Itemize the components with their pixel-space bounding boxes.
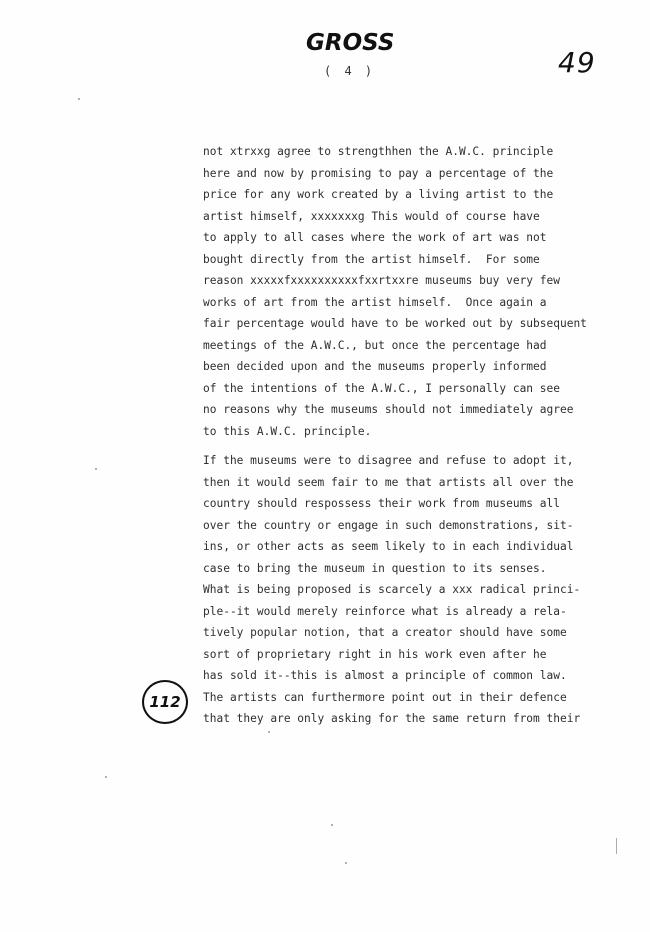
scan-speck bbox=[345, 862, 347, 864]
scan-speck bbox=[268, 731, 270, 733]
scan-speck bbox=[105, 776, 107, 778]
text-line: If the museums were to disagree and refuse to adopt it, bbox=[203, 454, 574, 467]
text-line: fair percentage would have to be worked out by subsequent bbox=[203, 317, 587, 330]
text-line: works of art from the artist himself. Once again a bbox=[203, 295, 547, 309]
text-line: tively popular notion, that a creator should have some bbox=[203, 626, 567, 639]
page-number: ( 4 ) bbox=[324, 64, 376, 78]
text-line: has sold it--this is almost a principle of common law. bbox=[203, 669, 567, 682]
text-line: ple--it would merely reinforce what is already a rela- bbox=[203, 604, 567, 618]
text-line: artist himself, xxxxxxxg This would of course have bbox=[203, 209, 540, 223]
text-line: bought directly from the artist himself. For some bbox=[203, 252, 540, 266]
text-line: no reasons why the museums should not immediately agree bbox=[203, 403, 574, 416]
text-line: reason xxxxxfxxxxxxxxxxfxxrtxxre museums buy very few bbox=[203, 274, 560, 287]
text-line: been decided upon and the museums properly informed bbox=[203, 360, 547, 373]
scan-speck bbox=[331, 824, 333, 826]
scan-speck bbox=[78, 98, 80, 100]
text-line: not xtrxxg agree to strengthhen the A.W.C. principle bbox=[203, 145, 554, 158]
text-line: The artists can furthermore point out in their defence bbox=[203, 690, 567, 704]
circled-handwritten-note: 112 bbox=[142, 680, 188, 724]
scan-mark bbox=[616, 838, 617, 854]
text-line: then it would seem fair to me that artists all over the bbox=[203, 475, 574, 489]
text-line: case to bring the museum in question to its senses. bbox=[203, 561, 547, 575]
handwritten-name: GROSS bbox=[306, 30, 395, 56]
text-line: that they are only asking for the same return from their bbox=[203, 712, 581, 725]
text-line: meetings of the A.W.C., but once the percentage had bbox=[203, 338, 547, 352]
text-line: price for any work created by a living artist to the bbox=[203, 188, 554, 201]
text-line: to this A.W.C. principle. bbox=[203, 424, 372, 438]
text-line: over the country or engage in such demonstrations, sit- bbox=[203, 518, 574, 532]
paragraph-1 bbox=[203, 141, 587, 442]
text-line: ins, or other acts as seem likely to in each individual bbox=[203, 540, 574, 553]
text-line: to apply to all cases where the work of art was not bbox=[203, 231, 547, 244]
handwritten-folio-number: 49 bbox=[558, 46, 596, 79]
scan-speck bbox=[95, 468, 97, 470]
text-line: sort of proprietary right in his work even after he bbox=[203, 647, 547, 661]
text-line: country should respossess their work from museums all bbox=[203, 497, 560, 510]
text-line: What is being proposed is scarcely a xxx radical princi- bbox=[203, 583, 581, 596]
paragraph-2 bbox=[203, 450, 580, 730]
text-line: here and now by promising to pay a percentage of the bbox=[203, 166, 554, 180]
text-line: of the intentions of the A.W.C., I personally can see bbox=[203, 381, 560, 395]
